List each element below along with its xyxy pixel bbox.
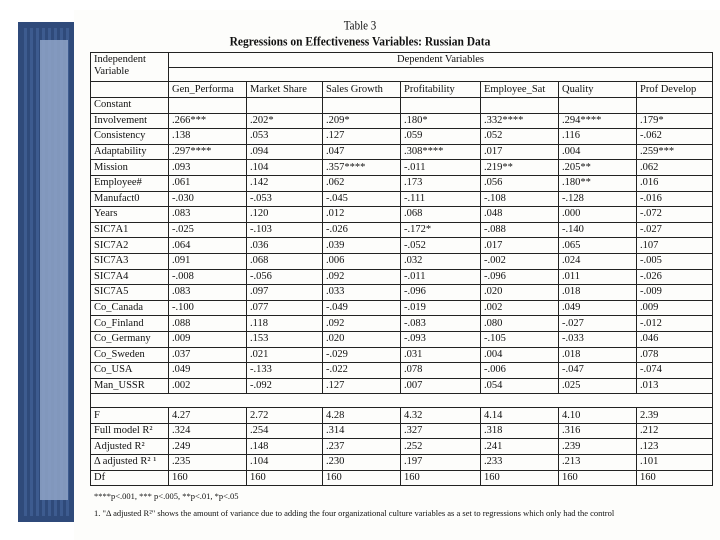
table-cell: .021 (247, 347, 323, 363)
table-cell: 160 (481, 470, 559, 486)
table-cell (559, 98, 637, 114)
table-row (91, 98, 713, 114)
table-cell: 4.32 (401, 408, 481, 424)
table-cell: .233 (481, 455, 559, 471)
regression-table (90, 52, 713, 486)
table-cell: -.026 (637, 269, 713, 285)
table-cell: 2.39 (637, 408, 713, 424)
table-cell: .068 (401, 207, 481, 223)
table-cell: .235 (169, 455, 247, 471)
table-cell: .254 (247, 423, 323, 439)
table-row (91, 347, 713, 363)
delta-r2-footnote: 1. "Δ adjusted R²" shows the amount of variance due to adding the four organizational culture variables as a set to regressions which only had the control (94, 508, 615, 518)
table-cell: .046 (637, 331, 713, 347)
table-cell: .011 (559, 269, 637, 285)
table-cell: .052 (481, 129, 559, 145)
table-cell: -.006 (481, 363, 559, 379)
table-cell (247, 98, 323, 114)
table-number: Table 3 (343, 19, 377, 33)
table-cell: .064 (169, 238, 247, 254)
table-cell: .009 (169, 331, 247, 347)
table-cell: -.045 (323, 191, 401, 207)
table-cell: .000 (559, 207, 637, 223)
table-cell: .212 (637, 423, 713, 439)
table-cell: .092 (323, 316, 401, 332)
table-cell: .083 (169, 207, 247, 223)
column-header-row (91, 82, 713, 98)
table-row (91, 191, 713, 207)
table-cell: .017 (481, 144, 559, 160)
table-cell: .213 (559, 455, 637, 471)
row-label: Δ adjusted R² ¹ (91, 455, 169, 471)
table-cell: .024 (559, 253, 637, 269)
stats-spacer (91, 394, 713, 408)
row-label: Full model R² (91, 423, 169, 439)
table-row (91, 331, 713, 347)
table-cell: -.019 (401, 300, 481, 316)
table-cell: .120 (247, 207, 323, 223)
table-cell: .324 (169, 423, 247, 439)
table-cell: .036 (247, 238, 323, 254)
table-cell: .078 (401, 363, 481, 379)
table-cell: .308**** (401, 144, 481, 160)
table-cell (637, 98, 713, 114)
table-cell: .049 (559, 300, 637, 316)
table-cell: .173 (401, 175, 481, 191)
table-cell: -.033 (559, 331, 637, 347)
table-cell: 160 (401, 470, 481, 486)
table-cell: .056 (481, 175, 559, 191)
table-cell: .016 (637, 175, 713, 191)
row-label: F (91, 408, 169, 424)
table-row (91, 316, 713, 332)
table-cell: -.088 (481, 222, 559, 238)
table-cell: -.027 (559, 316, 637, 332)
significance-footnote: ****p<.001, *** p<.005, **p<.01, *p<.05 (94, 491, 239, 501)
table-cell: .039 (323, 238, 401, 254)
table-cell: .148 (247, 439, 323, 455)
table-cell: .104 (247, 455, 323, 471)
column-header: Quality (559, 82, 637, 98)
table-cell: 160 (637, 470, 713, 486)
table-cell: .318 (481, 423, 559, 439)
table-row (91, 455, 713, 471)
table-cell: -.052 (401, 238, 481, 254)
table-cell: .205** (559, 160, 637, 176)
table-cell: .316 (559, 423, 637, 439)
table-cell: .118 (247, 316, 323, 332)
table-cell: .314 (323, 423, 401, 439)
table-cell: .032 (401, 253, 481, 269)
row-label: Mission (91, 160, 169, 176)
row-label: Adjusted R² (91, 439, 169, 455)
row-label: Co_Germany (91, 331, 169, 347)
table-row (91, 439, 713, 455)
table-cell: .107 (637, 238, 713, 254)
row-label: Constant (91, 98, 169, 114)
table-cell: .327 (401, 423, 481, 439)
table-cell: .031 (401, 347, 481, 363)
column-header: Profitability (401, 82, 481, 98)
row-label: Involvement (91, 113, 169, 129)
row-label: Employee# (91, 175, 169, 191)
table-cell: .004 (481, 347, 559, 363)
header-spacer (169, 68, 713, 82)
row-label: SIC7A1 (91, 222, 169, 238)
table-cell: -.022 (323, 363, 401, 379)
table-cell: -.047 (559, 363, 637, 379)
table-cell: .294**** (559, 113, 637, 129)
table-cell: .018 (559, 285, 637, 301)
row-label: SIC7A2 (91, 238, 169, 254)
table-row (91, 408, 713, 424)
table-cell: -.011 (401, 269, 481, 285)
table-cell: -.083 (401, 316, 481, 332)
column-header: Market Share (247, 82, 323, 98)
table-cell (481, 98, 559, 114)
dependent-variables-header: Dependent Variables (169, 53, 713, 68)
row-label: Manufact0 (91, 191, 169, 207)
table-cell: 4.27 (169, 408, 247, 424)
table-cell: -.016 (637, 191, 713, 207)
table-cell: .018 (559, 347, 637, 363)
row-label: Consistency (91, 129, 169, 145)
table-cell: -.011 (401, 160, 481, 176)
table-cell: .209* (323, 113, 401, 129)
table-cell: .053 (247, 129, 323, 145)
table-cell: -.008 (169, 269, 247, 285)
table-cell: .065 (559, 238, 637, 254)
table-row (91, 160, 713, 176)
table-cell: -.002 (481, 253, 559, 269)
table-cell: -.108 (481, 191, 559, 207)
table-row (91, 238, 713, 254)
table-cell: .013 (637, 378, 713, 394)
table-row (91, 113, 713, 129)
table-cell: .093 (169, 160, 247, 176)
decorative-panel (40, 40, 68, 500)
table-cell: .219** (481, 160, 559, 176)
table-cell: -.140 (559, 222, 637, 238)
table-cell: .357**** (323, 160, 401, 176)
table-cell: -.062 (637, 129, 713, 145)
table-cell: -.049 (323, 300, 401, 316)
table-cell: .007 (401, 378, 481, 394)
table-cell: .104 (247, 160, 323, 176)
table-cell: .094 (247, 144, 323, 160)
table-cell: 4.28 (323, 408, 401, 424)
table-cell: .054 (481, 378, 559, 394)
column-header-blank (91, 82, 169, 98)
table-row (91, 175, 713, 191)
table-cell (323, 98, 401, 114)
table-cell: .002 (481, 300, 559, 316)
column-header: Employee_Sat (481, 82, 559, 98)
table-cell: -.025 (169, 222, 247, 238)
table-cell: -.096 (401, 285, 481, 301)
table-row (91, 222, 713, 238)
table-row (91, 144, 713, 160)
table-cell: .197 (401, 455, 481, 471)
row-label: Co_Canada (91, 300, 169, 316)
row-label: SIC7A4 (91, 269, 169, 285)
table-cell: .127 (323, 378, 401, 394)
table-cell: 160 (559, 470, 637, 486)
table-cell: .006 (323, 253, 401, 269)
table-cell: .101 (637, 455, 713, 471)
row-label: Years (91, 207, 169, 223)
table-cell: -.009 (637, 285, 713, 301)
row-label: Adaptability (91, 144, 169, 160)
table-cell: 4.14 (481, 408, 559, 424)
table-row (91, 423, 713, 439)
table-cell: .249 (169, 439, 247, 455)
row-label: Man_USSR (91, 378, 169, 394)
table-cell: .083 (169, 285, 247, 301)
table-cell: .266*** (169, 113, 247, 129)
table-cell (169, 98, 247, 114)
table-row (91, 269, 713, 285)
table-cell: .091 (169, 253, 247, 269)
row-label: Co_USA (91, 363, 169, 379)
table-cell: .092 (323, 269, 401, 285)
table-row (91, 300, 713, 316)
table-cell: 4.10 (559, 408, 637, 424)
table-cell: .259*** (637, 144, 713, 160)
table-row (91, 363, 713, 379)
table-cell: -.005 (637, 253, 713, 269)
table-cell: .002 (169, 378, 247, 394)
table-cell: .153 (247, 331, 323, 347)
table-cell: -.072 (637, 207, 713, 223)
table-row (91, 129, 713, 145)
table-cell: .332**** (481, 113, 559, 129)
table-cell: .048 (481, 207, 559, 223)
table-cell: .230 (323, 455, 401, 471)
table-cell: .077 (247, 300, 323, 316)
row-label: Co_Finland (91, 316, 169, 332)
table-cell: .088 (169, 316, 247, 332)
table-cell: .142 (247, 175, 323, 191)
table-cell: -.074 (637, 363, 713, 379)
table-cell (401, 98, 481, 114)
table-cell: -.027 (637, 222, 713, 238)
table-cell: .062 (323, 175, 401, 191)
table-cell: 160 (169, 470, 247, 486)
table-row (91, 470, 713, 486)
table-cell: .012 (323, 207, 401, 223)
table-cell: -.030 (169, 191, 247, 207)
row-label: Co_Sweden (91, 347, 169, 363)
table-cell: .061 (169, 175, 247, 191)
table-cell: .078 (637, 347, 713, 363)
table-cell: .180** (559, 175, 637, 191)
table-row (91, 378, 713, 394)
table-cell: -.172* (401, 222, 481, 238)
column-header: Sales Growth (323, 82, 401, 98)
table-cell: -.103 (247, 222, 323, 238)
table-cell: .116 (559, 129, 637, 145)
table-cell: -.093 (401, 331, 481, 347)
table-cell: .049 (169, 363, 247, 379)
table-cell: .097 (247, 285, 323, 301)
table-cell: .252 (401, 439, 481, 455)
table-cell: 160 (247, 470, 323, 486)
table-cell: .179* (637, 113, 713, 129)
table-cell: .017 (481, 238, 559, 254)
table-cell: -.092 (247, 378, 323, 394)
table-cell: .062 (637, 160, 713, 176)
row-label: SIC7A3 (91, 253, 169, 269)
table-cell: -.128 (559, 191, 637, 207)
table-cell: .239 (559, 439, 637, 455)
table-cell: .037 (169, 347, 247, 363)
table-cell: -.111 (401, 191, 481, 207)
table-cell: .059 (401, 129, 481, 145)
table-cell: .025 (559, 378, 637, 394)
corner-header: Independent Variable (91, 53, 169, 82)
column-header: Prof Develop (637, 82, 713, 98)
column-header: Gen_Performa (169, 82, 247, 98)
table-cell: -.029 (323, 347, 401, 363)
table-cell: .241 (481, 439, 559, 455)
table-cell: -.012 (637, 316, 713, 332)
table-cell: 160 (323, 470, 401, 486)
table-cell: .068 (247, 253, 323, 269)
table-cell: .020 (323, 331, 401, 347)
row-label: SIC7A5 (91, 285, 169, 301)
table-cell: .237 (323, 439, 401, 455)
table-cell: .080 (481, 316, 559, 332)
table-cell: .297**** (169, 144, 247, 160)
table-cell: -.096 (481, 269, 559, 285)
table-cell: .047 (323, 144, 401, 160)
table-cell: .009 (637, 300, 713, 316)
table-cell: .004 (559, 144, 637, 160)
table-cell: -.056 (247, 269, 323, 285)
table-row (91, 207, 713, 223)
table-cell: -.026 (323, 222, 401, 238)
table-cell: .202* (247, 113, 323, 129)
table-cell: .127 (323, 129, 401, 145)
table-cell: .138 (169, 129, 247, 145)
table-cell: .123 (637, 439, 713, 455)
table-cell: -.100 (169, 300, 247, 316)
table-title: Regressions on Effectiveness Variables: Russian Data (229, 35, 491, 49)
row-label: Df (91, 470, 169, 486)
table-cell: .020 (481, 285, 559, 301)
table-cell: 2.72 (247, 408, 323, 424)
table-cell: -.053 (247, 191, 323, 207)
table-cell: -.105 (481, 331, 559, 347)
table-row (91, 285, 713, 301)
table-cell: .033 (323, 285, 401, 301)
table-cell: .180* (401, 113, 481, 129)
table-row (91, 253, 713, 269)
table-cell: -.133 (247, 363, 323, 379)
